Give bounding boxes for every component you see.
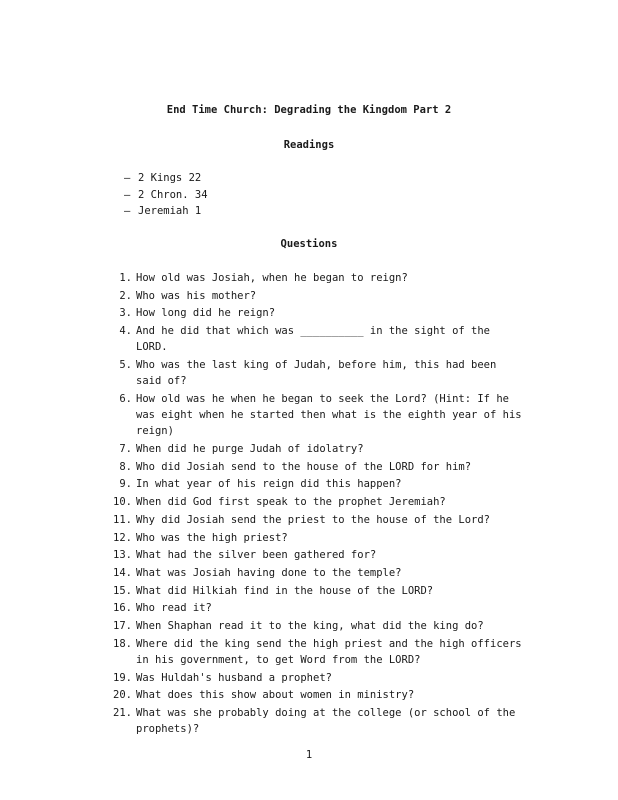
question-text: How old was Josiah, when he began to reign? bbox=[136, 272, 408, 284]
question-text: When Shaphan read it to the king, what did the king do? bbox=[136, 620, 484, 633]
readings-heading: Readings bbox=[283, 139, 335, 151]
document-title: End Time Church: Degrading the Kingdom Part 2 bbox=[166, 104, 452, 116]
question-number: 3. bbox=[119, 307, 132, 320]
reading-item bbox=[124, 170, 208, 187]
question-item bbox=[104, 459, 524, 475]
question-text: Who was the last king of Judah, before him, this had been said of? bbox=[136, 359, 497, 388]
question-text: And he did that which was __________ in the sight of the LORD. bbox=[136, 325, 491, 354]
question-number: 16. bbox=[113, 602, 132, 615]
question-number: 15. bbox=[113, 584, 132, 597]
question-number: 4. bbox=[119, 325, 132, 338]
bullet-dash: – bbox=[124, 205, 131, 217]
question-text: Who was the high priest? bbox=[136, 531, 288, 544]
question-item bbox=[104, 530, 524, 546]
question-number: 21. bbox=[113, 707, 132, 720]
question-item bbox=[104, 441, 524, 457]
question-text: What did Hilkiah find in the house of the LORD? bbox=[136, 584, 434, 597]
question-text: What was Josiah having done to the temple? bbox=[136, 566, 402, 579]
question-text: Who read it? bbox=[136, 602, 212, 615]
bullet-dash: – bbox=[124, 172, 131, 184]
question-number: 9. bbox=[119, 478, 132, 491]
question-text: How long did he reign? bbox=[136, 307, 276, 320]
question-number: 19. bbox=[113, 671, 132, 684]
question-number: 18. bbox=[113, 637, 132, 650]
question-item bbox=[104, 687, 524, 703]
question-item bbox=[104, 323, 524, 355]
question-text: When did God first speak to the prophet Jeremiah? bbox=[136, 496, 446, 509]
page-number: 1 bbox=[305, 749, 313, 761]
questions-heading: Questions bbox=[280, 238, 338, 250]
question-item bbox=[104, 600, 524, 616]
reading-text: Jeremiah 1 bbox=[138, 205, 202, 217]
question-item bbox=[104, 270, 524, 286]
question-text: Where did the king send the high priest and the high officers in his government, to get Word from the LORD? bbox=[136, 637, 522, 666]
question-item bbox=[104, 357, 524, 389]
question-item bbox=[104, 618, 524, 634]
question-text: What does this show about women in ministry? bbox=[136, 689, 415, 702]
question-number: 7. bbox=[119, 443, 132, 456]
questions-list bbox=[104, 270, 524, 739]
question-number: 17. bbox=[113, 620, 132, 633]
question-number: 13. bbox=[113, 549, 132, 562]
bullet-dash: – bbox=[124, 188, 131, 201]
question-item bbox=[104, 705, 524, 737]
question-text: Who did Josiah send to the house of the LORD for him? bbox=[136, 460, 472, 473]
question-number: 10. bbox=[113, 496, 132, 509]
readings-list bbox=[124, 170, 208, 220]
question-item bbox=[104, 476, 524, 492]
question-item bbox=[104, 547, 524, 563]
question-text: What was she probably doing at the college (or school of the prophets)? bbox=[136, 707, 516, 736]
question-item bbox=[104, 288, 524, 304]
question-item bbox=[104, 391, 524, 440]
question-item bbox=[104, 583, 524, 599]
reading-text: 2 Chron. 34 bbox=[138, 188, 208, 201]
question-text: How old was he when he began to seek the Lord? (Hint: If he was eight when he started then what is the eighth year of his reign) bbox=[136, 392, 522, 438]
reading-item bbox=[124, 187, 208, 204]
question-item bbox=[104, 636, 524, 668]
question-number: 8. bbox=[119, 460, 132, 473]
question-text: Was Huldah's husband a prophet? bbox=[136, 671, 332, 684]
question-number: 14. bbox=[113, 566, 132, 579]
question-text: Who was his mother? bbox=[136, 289, 257, 302]
question-number: 5. bbox=[119, 359, 132, 372]
question-text: When did he purge Judah of idolatry? bbox=[136, 443, 364, 456]
question-number: 1. bbox=[119, 272, 132, 284]
question-text: Why did Josiah send the priest to the house of the Lord? bbox=[136, 513, 491, 526]
question-number: 12. bbox=[113, 531, 132, 544]
reading-item bbox=[124, 203, 208, 220]
question-number: 2. bbox=[119, 289, 132, 302]
question-number: 6. bbox=[119, 392, 132, 405]
reading-text: 2 Kings 22 bbox=[138, 172, 202, 184]
question-number: 11. bbox=[113, 513, 132, 526]
question-item bbox=[104, 494, 524, 510]
question-text: What had the silver been gathered for? bbox=[136, 549, 377, 562]
question-item bbox=[104, 670, 524, 686]
question-item bbox=[104, 305, 524, 321]
question-item bbox=[104, 512, 524, 528]
question-item bbox=[104, 565, 524, 581]
question-text: In what year of his reign did this happen? bbox=[136, 478, 402, 491]
question-number: 20. bbox=[113, 689, 132, 702]
